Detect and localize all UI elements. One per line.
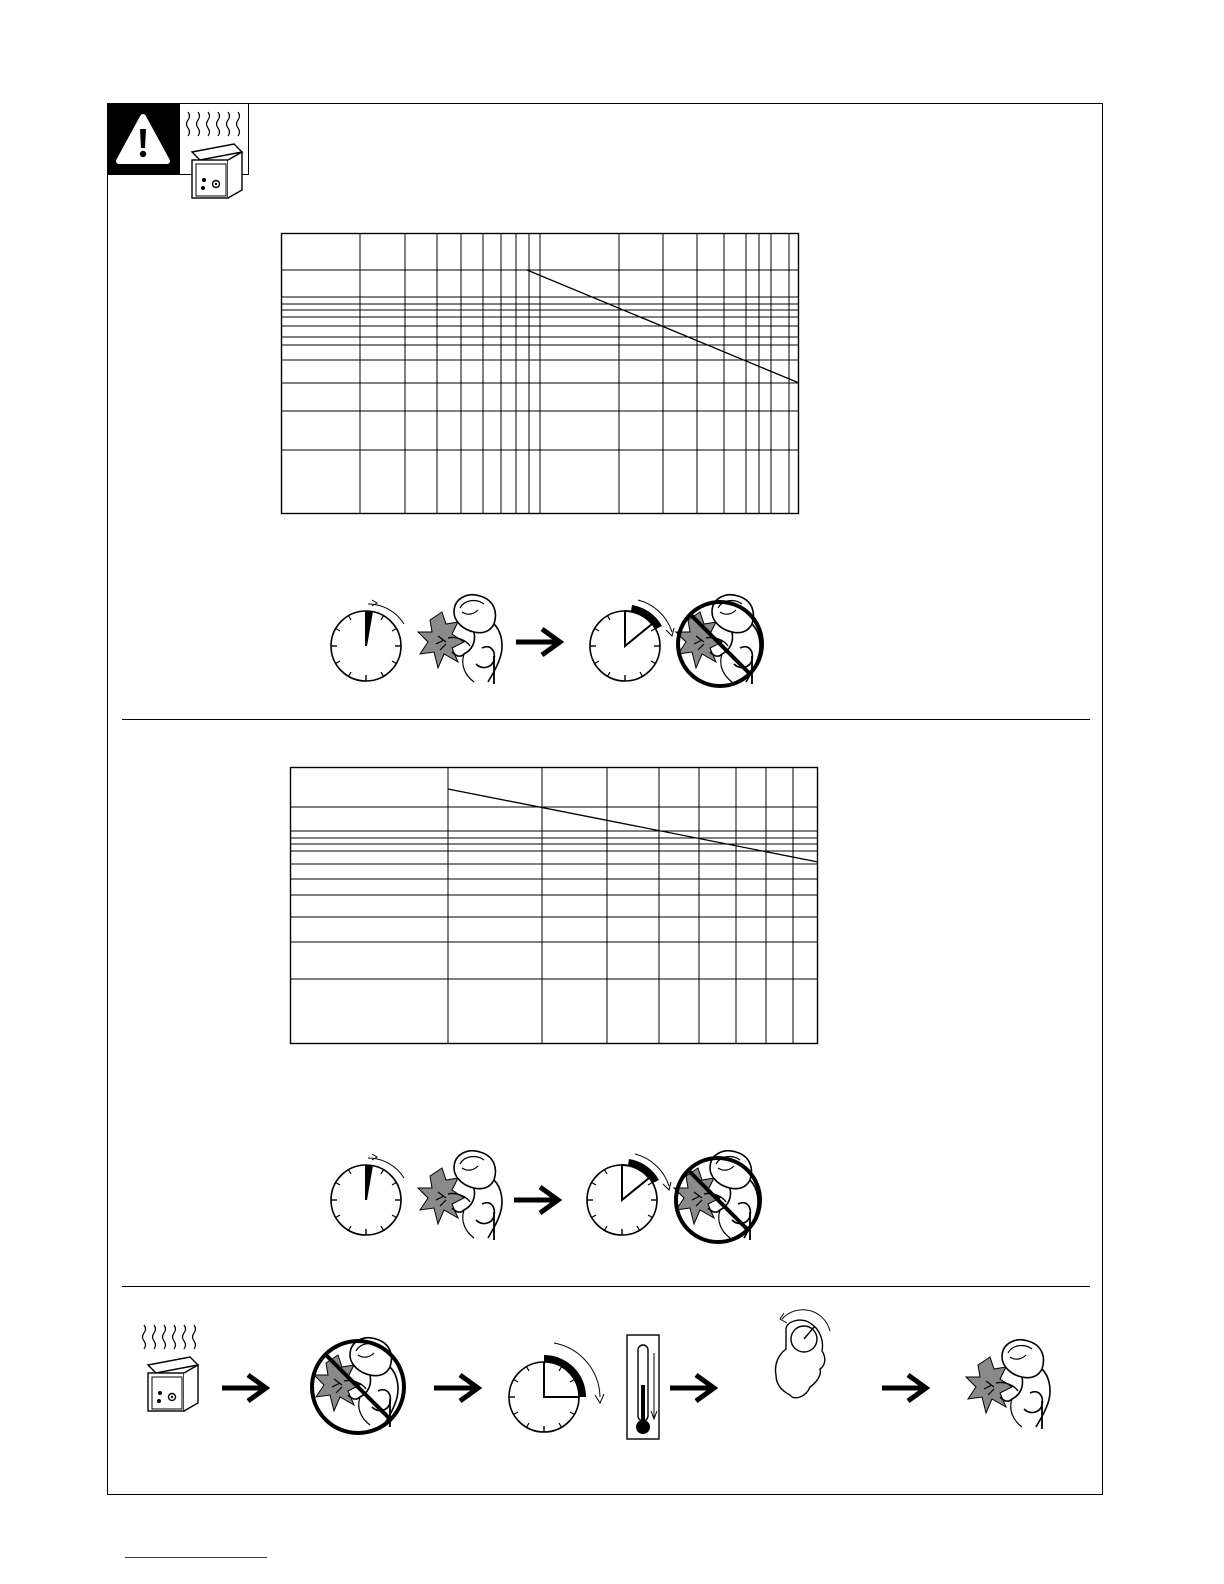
welder-icon: [418, 1151, 502, 1240]
arrow-right-icon: [514, 1187, 558, 1213]
no-welding-icon: [674, 1151, 760, 1242]
thermometer-down-icon: [627, 1335, 659, 1439]
chart-1-svg: [281, 233, 799, 514]
adjust-knob-icon: [775, 1310, 830, 1398]
duty-cycle-chart-1: [281, 233, 799, 514]
section-divider-1: [122, 719, 1090, 720]
welder-icon: [418, 595, 502, 684]
duty-sequence-2: [320, 1150, 780, 1260]
warning-triangle-icon: [107, 103, 179, 175]
no-welding-icon: [312, 1338, 404, 1433]
duty-sequence-1: [320, 590, 780, 700]
timer-rest-icon: [590, 600, 674, 681]
overheat-sequence: [130, 1305, 1070, 1445]
hot-machine-icon: [143, 1325, 199, 1411]
arrow-right-icon: [882, 1375, 926, 1401]
section-divider-2: [122, 1286, 1090, 1287]
arrow-right-icon: [222, 1375, 266, 1401]
chart-2-border: [291, 768, 818, 1044]
timer-rest-icon: [587, 1154, 671, 1235]
timer-wait-icon: [509, 1343, 604, 1432]
footer-link-rule: [125, 1557, 267, 1558]
arrow-right-icon: [670, 1375, 714, 1401]
hot-machine-icon: [179, 103, 249, 175]
duty-cycle-chart-2: [290, 767, 818, 1044]
arrow-right-icon: [516, 629, 560, 655]
timer-short-icon: [331, 1154, 404, 1235]
no-welding-icon: [676, 595, 762, 686]
chart-2-svg: [290, 767, 818, 1044]
timer-short-icon: [331, 600, 404, 681]
arrow-right-icon: [434, 1375, 478, 1401]
welder-icon: [966, 1340, 1050, 1429]
